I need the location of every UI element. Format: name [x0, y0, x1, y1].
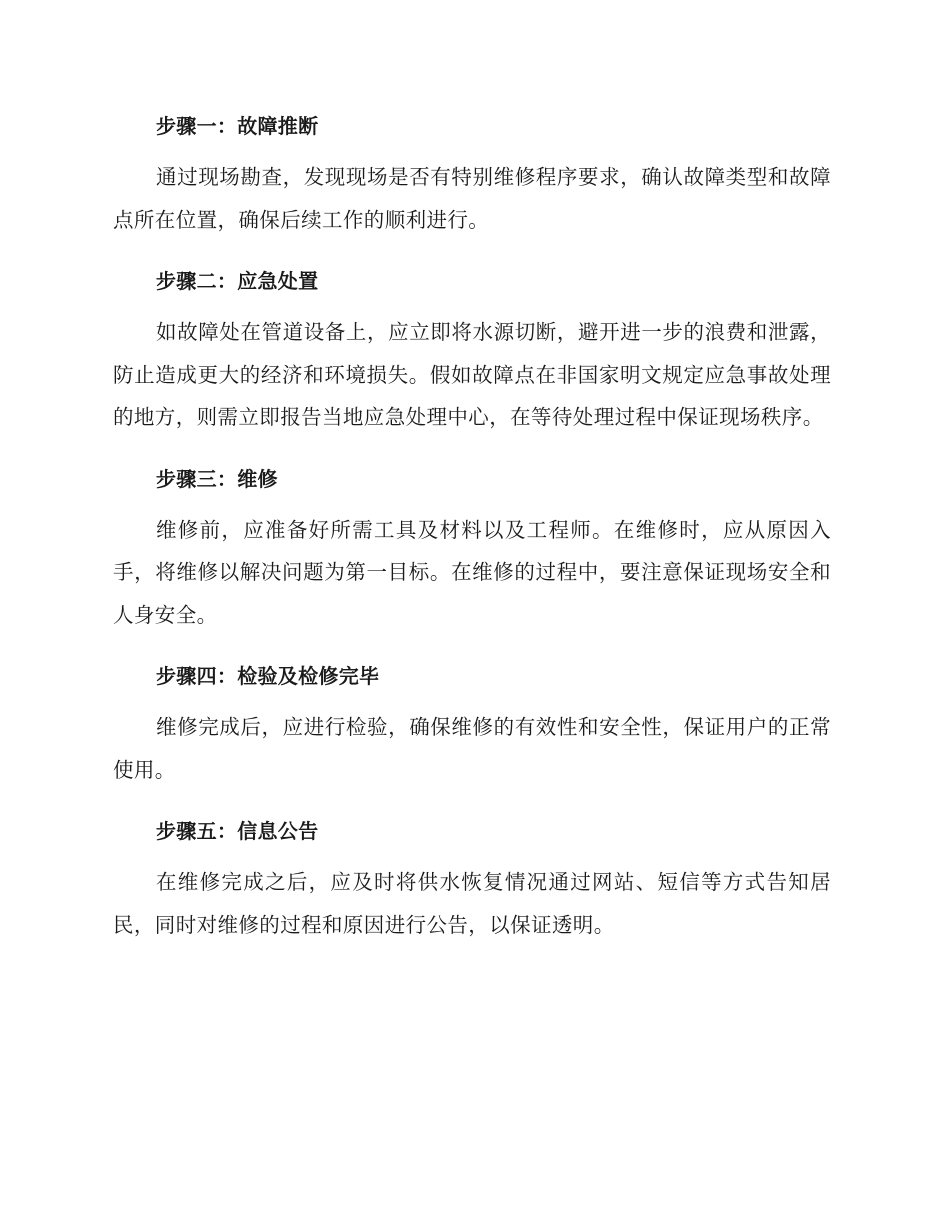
- section-body-step-1: 通过现场勘查，发现现场是否有特别维修程序要求，确认故障类型和故障点所在位置，确保后续工作的顺利进行。: [113, 165, 831, 232]
- section-body-step-3: 维修前，应准备好所需工具及材料以及工程师。在维修时，应从原因入手，将维修以解决问题为第一目标。在维修的过程中，要注意保证现场安全和人身安全。: [113, 517, 831, 627]
- section-heading-step-4: 步骤四：检验及检修完毕: [156, 664, 380, 688]
- section-body-step-5: 在维修完成之后，应及时将供水恢复情况通过网站、短信等方式告知居民，同时对维修的过程和原因进行公告，以保证透明。: [113, 870, 831, 937]
- section-body-step-4: 维修完成后，应进行检验，确保维修的有效性和安全性，保证用户的正常使用。: [113, 715, 831, 782]
- section-heading-step-1: 步骤一：故障推断: [156, 114, 319, 138]
- document-page: [113, 105, 831, 965]
- section-heading-step-5: 步骤五：信息公告: [156, 819, 319, 843]
- section-body-step-2: 如故障处在管道设备上，应立即将水源切断，避开进一步的浪费和泄露，防止造成更大的经济和环境损失。假如故障点在非国家明文规定应急事故处理的地方，则需立即报告当地应急处理中心，在等待处理过程中保证现场秩序。: [113, 320, 831, 429]
- section-heading-step-3: 步骤三：维修: [156, 466, 278, 491]
- section-heading-step-2: 步骤二：应急处置: [156, 269, 319, 293]
